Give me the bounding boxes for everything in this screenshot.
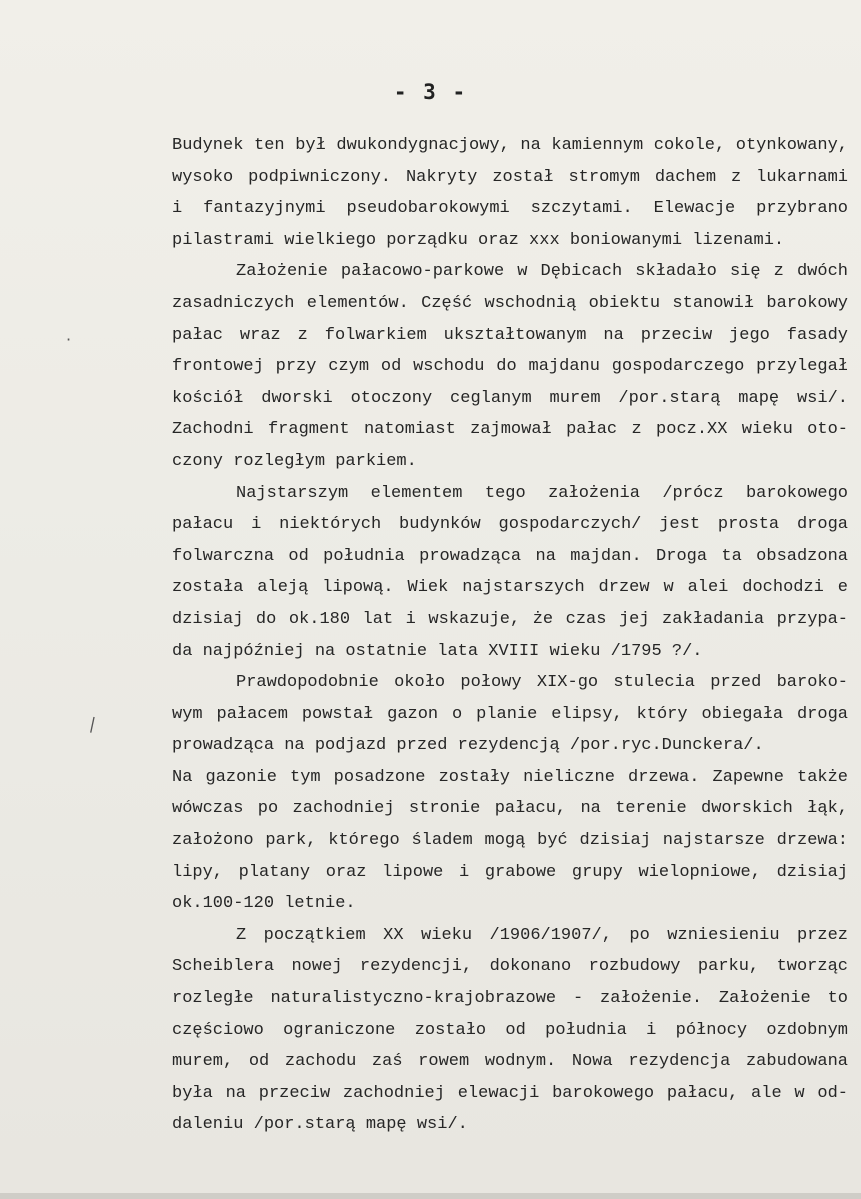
text-line: wym pałacem powstał gazon o planie elipsy, który obiegała droga [172,704,848,724]
text-line: frontowej przy czym od wschodu do majdanu gospodarczego przylegał [172,357,848,377]
text-line: ok.100-120 letnie. [172,894,356,914]
text-line: była na przeciw zachodniej elewacji barokowego pałacu, ale w od- [172,1083,848,1103]
text-line: i fantazyjnymi pseudobarokowymi szczytami. Elewacje przybrano [172,199,848,219]
text-line: daleniu /por.starą mapę wsi/. [172,1115,468,1135]
text-line: lipy, platany oraz lipowe i grabowe grupy wielopniowe, dzisiaj [172,862,848,882]
text-line: wysoko podpiwniczony. Nakryty został stromym dachem z lukarnami [172,167,848,187]
text-line: murem, od zachodu zaś rowem wodnym. Nowa rezydencja zabudowana [172,1052,848,1072]
text-line: Zachodni fragment natomiast zajmował pałac z pocz.XX wieku oto- [172,420,848,440]
text-line: Założenie pałacowo-parkowe w Dębicach składało się z dwóch [236,262,848,282]
paragraph [172,256,848,477]
text-line: folwarczna od południa prowadząca na majdan. Droga ta obsadzona [172,546,848,566]
text-line: Budynek ten był dwukondygnacjowy, na kamiennym cokole, otynkowany, [172,136,848,155]
text-line: zasadniczych elementów. Część wschodnią obiektu stanowił barokowy [172,293,848,313]
text-line: wówczas po zachodniej stronie pałacu, na terenie dworskich łąk, [172,799,848,819]
text-line: pałac wraz z folwarkiem ukształtowanym na przeciw jego fasady [172,325,848,345]
text-line: prowadząca na podjazd przed rezydencją /por.ryc.Dunckera/. [172,736,764,756]
document-body [172,130,848,1141]
text-line: dzisiaj do ok.180 lat i wskazuje, że czas jej zakładania przypa- [172,609,848,629]
margin-tick: · [66,330,72,349]
text-line: została aleją lipową. Wiek najstarszych drzew w alei dochodzi e [172,578,848,598]
paragraph [172,478,848,668]
text-line: Prawdopodobnie około połowy XIX-go stulecia przed baroko- [236,673,848,693]
paragraph [172,667,848,762]
page-edge [0,1193,861,1199]
text-line: da najpóźniej na ostatnie lata XVIII wieku /1795 ?/. [172,641,703,661]
text-line: kościół dworski otoczony ceglanym murem /por.starą mapę wsi/. [172,388,848,408]
text-line: założono park, którego śladem mogą być dzisiaj najstarsze drzewa: [172,831,848,851]
text-line: rozległe naturalistyczno-krajobrazowe - założenie. Założenie to [172,989,848,1009]
text-line: częściowo ograniczone zostało od południa i północy ozdobnym [172,1020,848,1040]
text-line: Na gazonie tym posadzone zostały nieliczne drzewa. Zapewne także [172,767,848,787]
text-line: czony rozległym parkiem. [172,451,417,471]
paragraph [172,920,848,1141]
page-number: - 3 - [393,80,468,104]
margin-tick: | [88,713,98,734]
text-line: pilastrami wielkiego porządku oraz xxx boniowanymi lizenami. [172,230,785,250]
paragraph [172,762,848,920]
text-line: Scheiblera nowej rezydencji, dokonano rozbudowy parku, tworząc [172,957,848,977]
text-line: Najstarszym elementem tego założenia /prócz barokowego [236,483,848,503]
paragraph [172,130,848,256]
text-line: Z początkiem XX wieku /1906/1907/, po wzniesieniu przez [236,925,848,945]
text-line: pałacu i niektórych budynków gospodarczych/ jest prosta droga [172,515,848,535]
